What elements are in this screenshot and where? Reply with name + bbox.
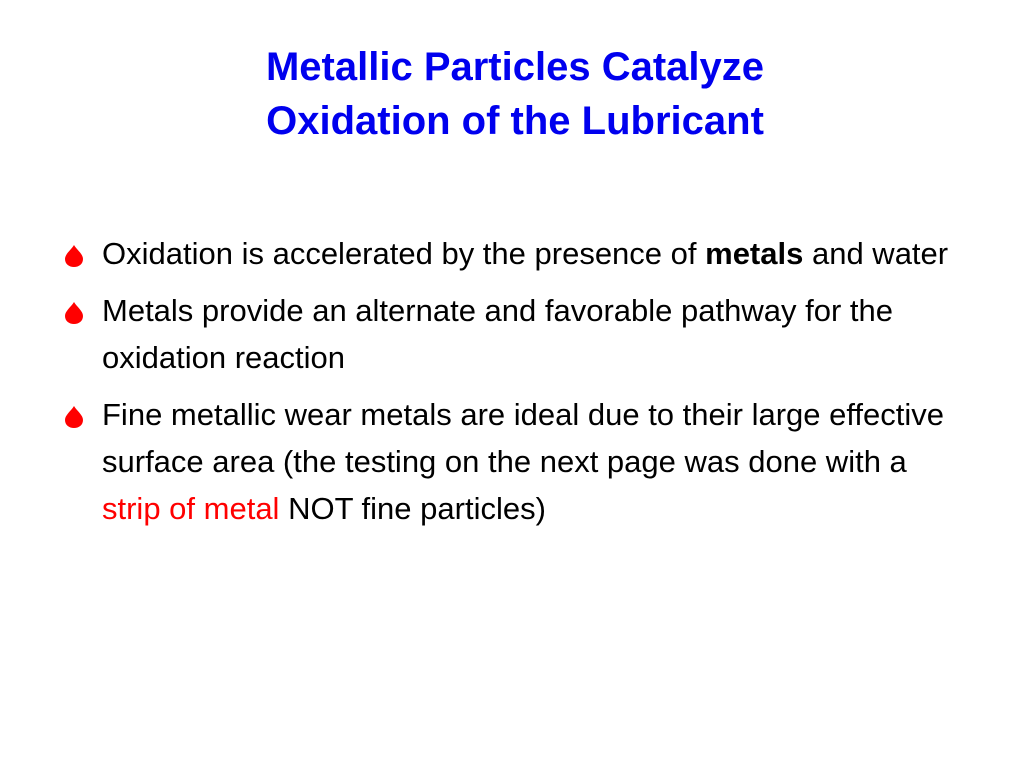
title-line-2: Oxidation of the Lubricant <box>266 99 764 143</box>
bullet-highlight-strip: strip of metal <box>102 491 280 526</box>
slide-title <box>100 40 930 148</box>
bullet-item <box>62 287 962 381</box>
bullet-item <box>62 230 962 277</box>
bullet-text-3b: NOT fine particles) <box>279 491 546 526</box>
bullet-item <box>62 391 962 532</box>
bullet-text-3a: Fine metallic wear metals are ideal due to their large effective surface area (the testing on the next page was done with a <box>102 397 945 479</box>
title-line-1: Metallic Particles Catalyze <box>265 45 765 89</box>
bullet-bold-metals: metals <box>705 236 804 271</box>
bullet-text-1a: Oxidation is accelerated by the presence of <box>102 236 706 271</box>
flame-icon <box>64 245 84 267</box>
bullet-text-2: Metals provide an alternate and favorable pathway for the oxidation reaction <box>102 293 893 375</box>
flame-icon <box>64 302 84 324</box>
bullet-list <box>62 230 962 542</box>
flame-icon <box>64 406 84 428</box>
bullet-text-1b: and water <box>803 236 949 271</box>
